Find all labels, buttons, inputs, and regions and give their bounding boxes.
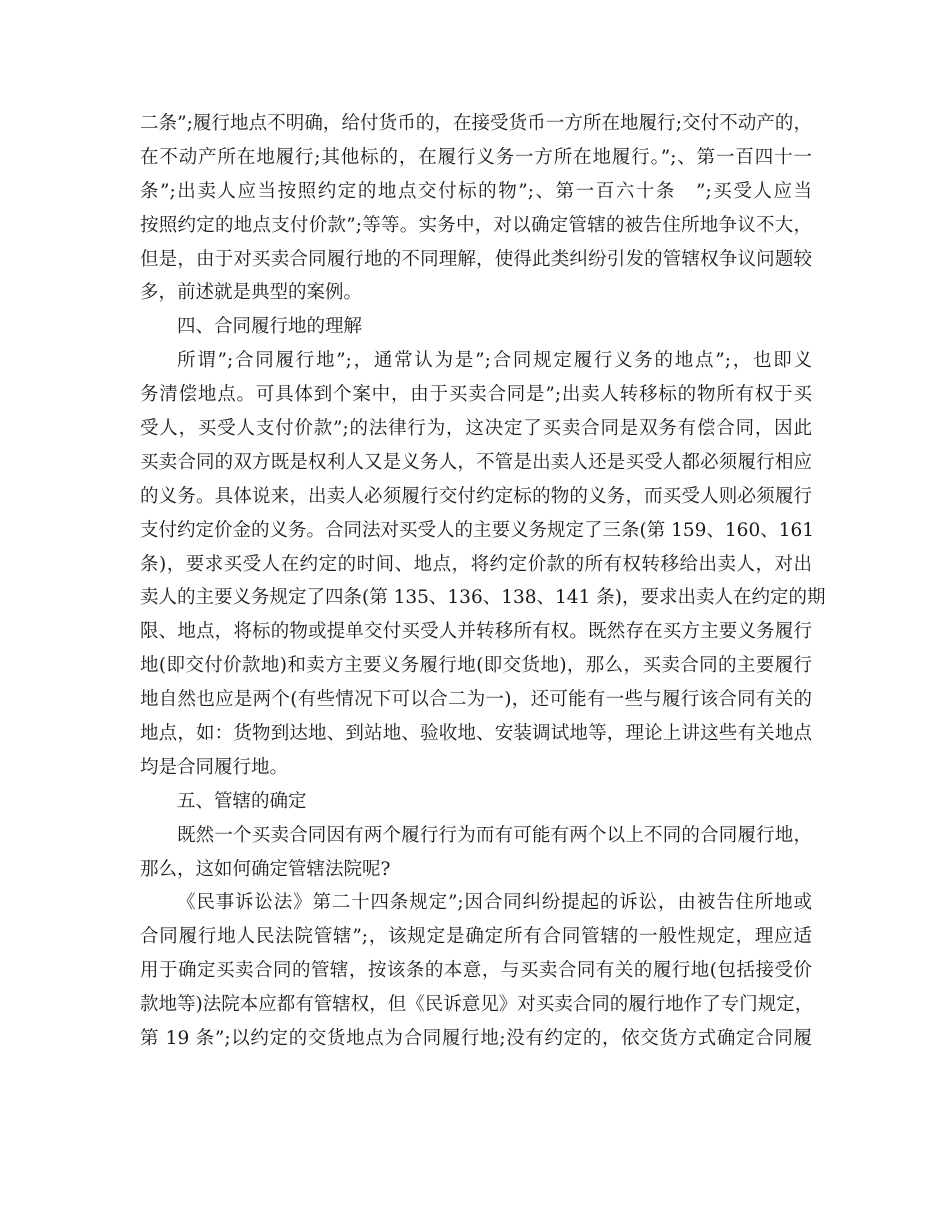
section-heading-5 (140, 785, 812, 819)
heading-text: 五、管辖的确定 (177, 790, 307, 812)
text-line: 款地等)法院本应都有管辖权，但《民诉意见》对买卖合同的履行地作了专门规定， (140, 994, 814, 1016)
text-line: 第 19 条”;以约定的交货地点为合同履行地;没有约定的，依交货方式确定合同履 (140, 1028, 812, 1050)
text-line: 在不动产所在地履行;其他标的，在履行义务一方所在地履行。”;、第一百四十一 (140, 146, 812, 168)
text-line: 卖人的主要义务规定了四条(第 135、136、138、141 条)，要求出卖人在约定的期 (140, 587, 826, 609)
heading-text: 四、合同履行地的理解 (177, 316, 363, 338)
text-line: 所谓”;合同履行地”;，通常认为是”;合同规定履行义务的地点”;，也即义 (177, 350, 812, 372)
text-line: 均是合同履行地。 (140, 756, 289, 778)
text-line: 多，前述就是典型的案例。 (140, 282, 363, 304)
text-line: 合同履行地人民法院管辖”;，该规定是确定所有合同管辖的一般性规定，理应适 (140, 926, 812, 948)
text-line: 地自然也应是两个(有些情况下可以合二为一)，还可能有一些与履行该合同有关的 (140, 689, 812, 711)
text-line: 地(即交付价款地)和卖方主要义务履行地(即交货地)，那么，买卖合同的主要履行 (140, 655, 812, 677)
text-line: 买卖合同的双方既是权利人又是义务人，不管是出卖人还是买受人都必须履行相应 (140, 451, 812, 473)
text-line: 二条”;履行地点不明确，给付货币的，在接受货币一方所在地履行;交付不动产的， (140, 113, 812, 134)
text-line: 地点，如：货物到达地、到站地、验收地、安装调试地等，理论上讲这些有关地点 (140, 723, 812, 745)
text-line: 既然一个买卖合同因有两个履行行为而有可能有两个以上不同的合同履行地， (177, 824, 812, 846)
text-line: 但是，由于对买卖合同履行地的不同理解，使得此类纠纷引发的管辖权争议问题较 (140, 248, 812, 270)
document-page (140, 107, 826, 1056)
text-line: 支付约定价金的义务。合同法对买受人的主要义务规定了三条(第 159、160、161 (140, 519, 815, 541)
text-line: 的义务。具体说来，出卖人必须履行交付约定标的物的义务，而买受人则必须履行 (140, 485, 812, 507)
paragraph-jurisdiction-question (140, 819, 812, 887)
text-line: 用于确定买卖合同的管辖，按该条的本意，与买卖合同有关的履行地(包括接受价 (140, 960, 812, 982)
paragraph-performance-location-meaning (140, 344, 826, 785)
text-line: 那么，这如何确定管辖法院呢? (140, 858, 391, 880)
paragraph-civil-procedure-law (140, 886, 812, 1055)
section-heading-4 (140, 310, 812, 344)
text-line: 条)，要求买受人在约定的时间、地点，将约定价款的所有权转移给出卖人，对出 (140, 553, 812, 575)
text-line: 《民事诉讼法》第二十四条规定”;因合同纠纷提起的诉讼，由被告住所地或 (177, 892, 812, 914)
text-line: 务清偿地点。可具体到个案中，由于买卖合同是”;出卖人转移标的物所有权于买 (140, 384, 812, 406)
paragraph-performance-location-rules (140, 107, 812, 310)
text-line: 条”;出卖人应当按照约定的地点交付标的物”;、第一百六十条 ”;买受人应当 (140, 180, 812, 202)
text-line: 按照约定的地点支付价款”;等等。实务中，对以确定管辖的被告住所地争议不大， (140, 214, 812, 236)
text-line: 限、地点，将标的物或提单交付买受人并转移所有权。既然存在买方主要义务履行 (140, 621, 812, 643)
text-line: 受人，买受人支付价款”;的法律行为，这决定了买卖合同是双务有偿合同，因此 (140, 418, 812, 440)
